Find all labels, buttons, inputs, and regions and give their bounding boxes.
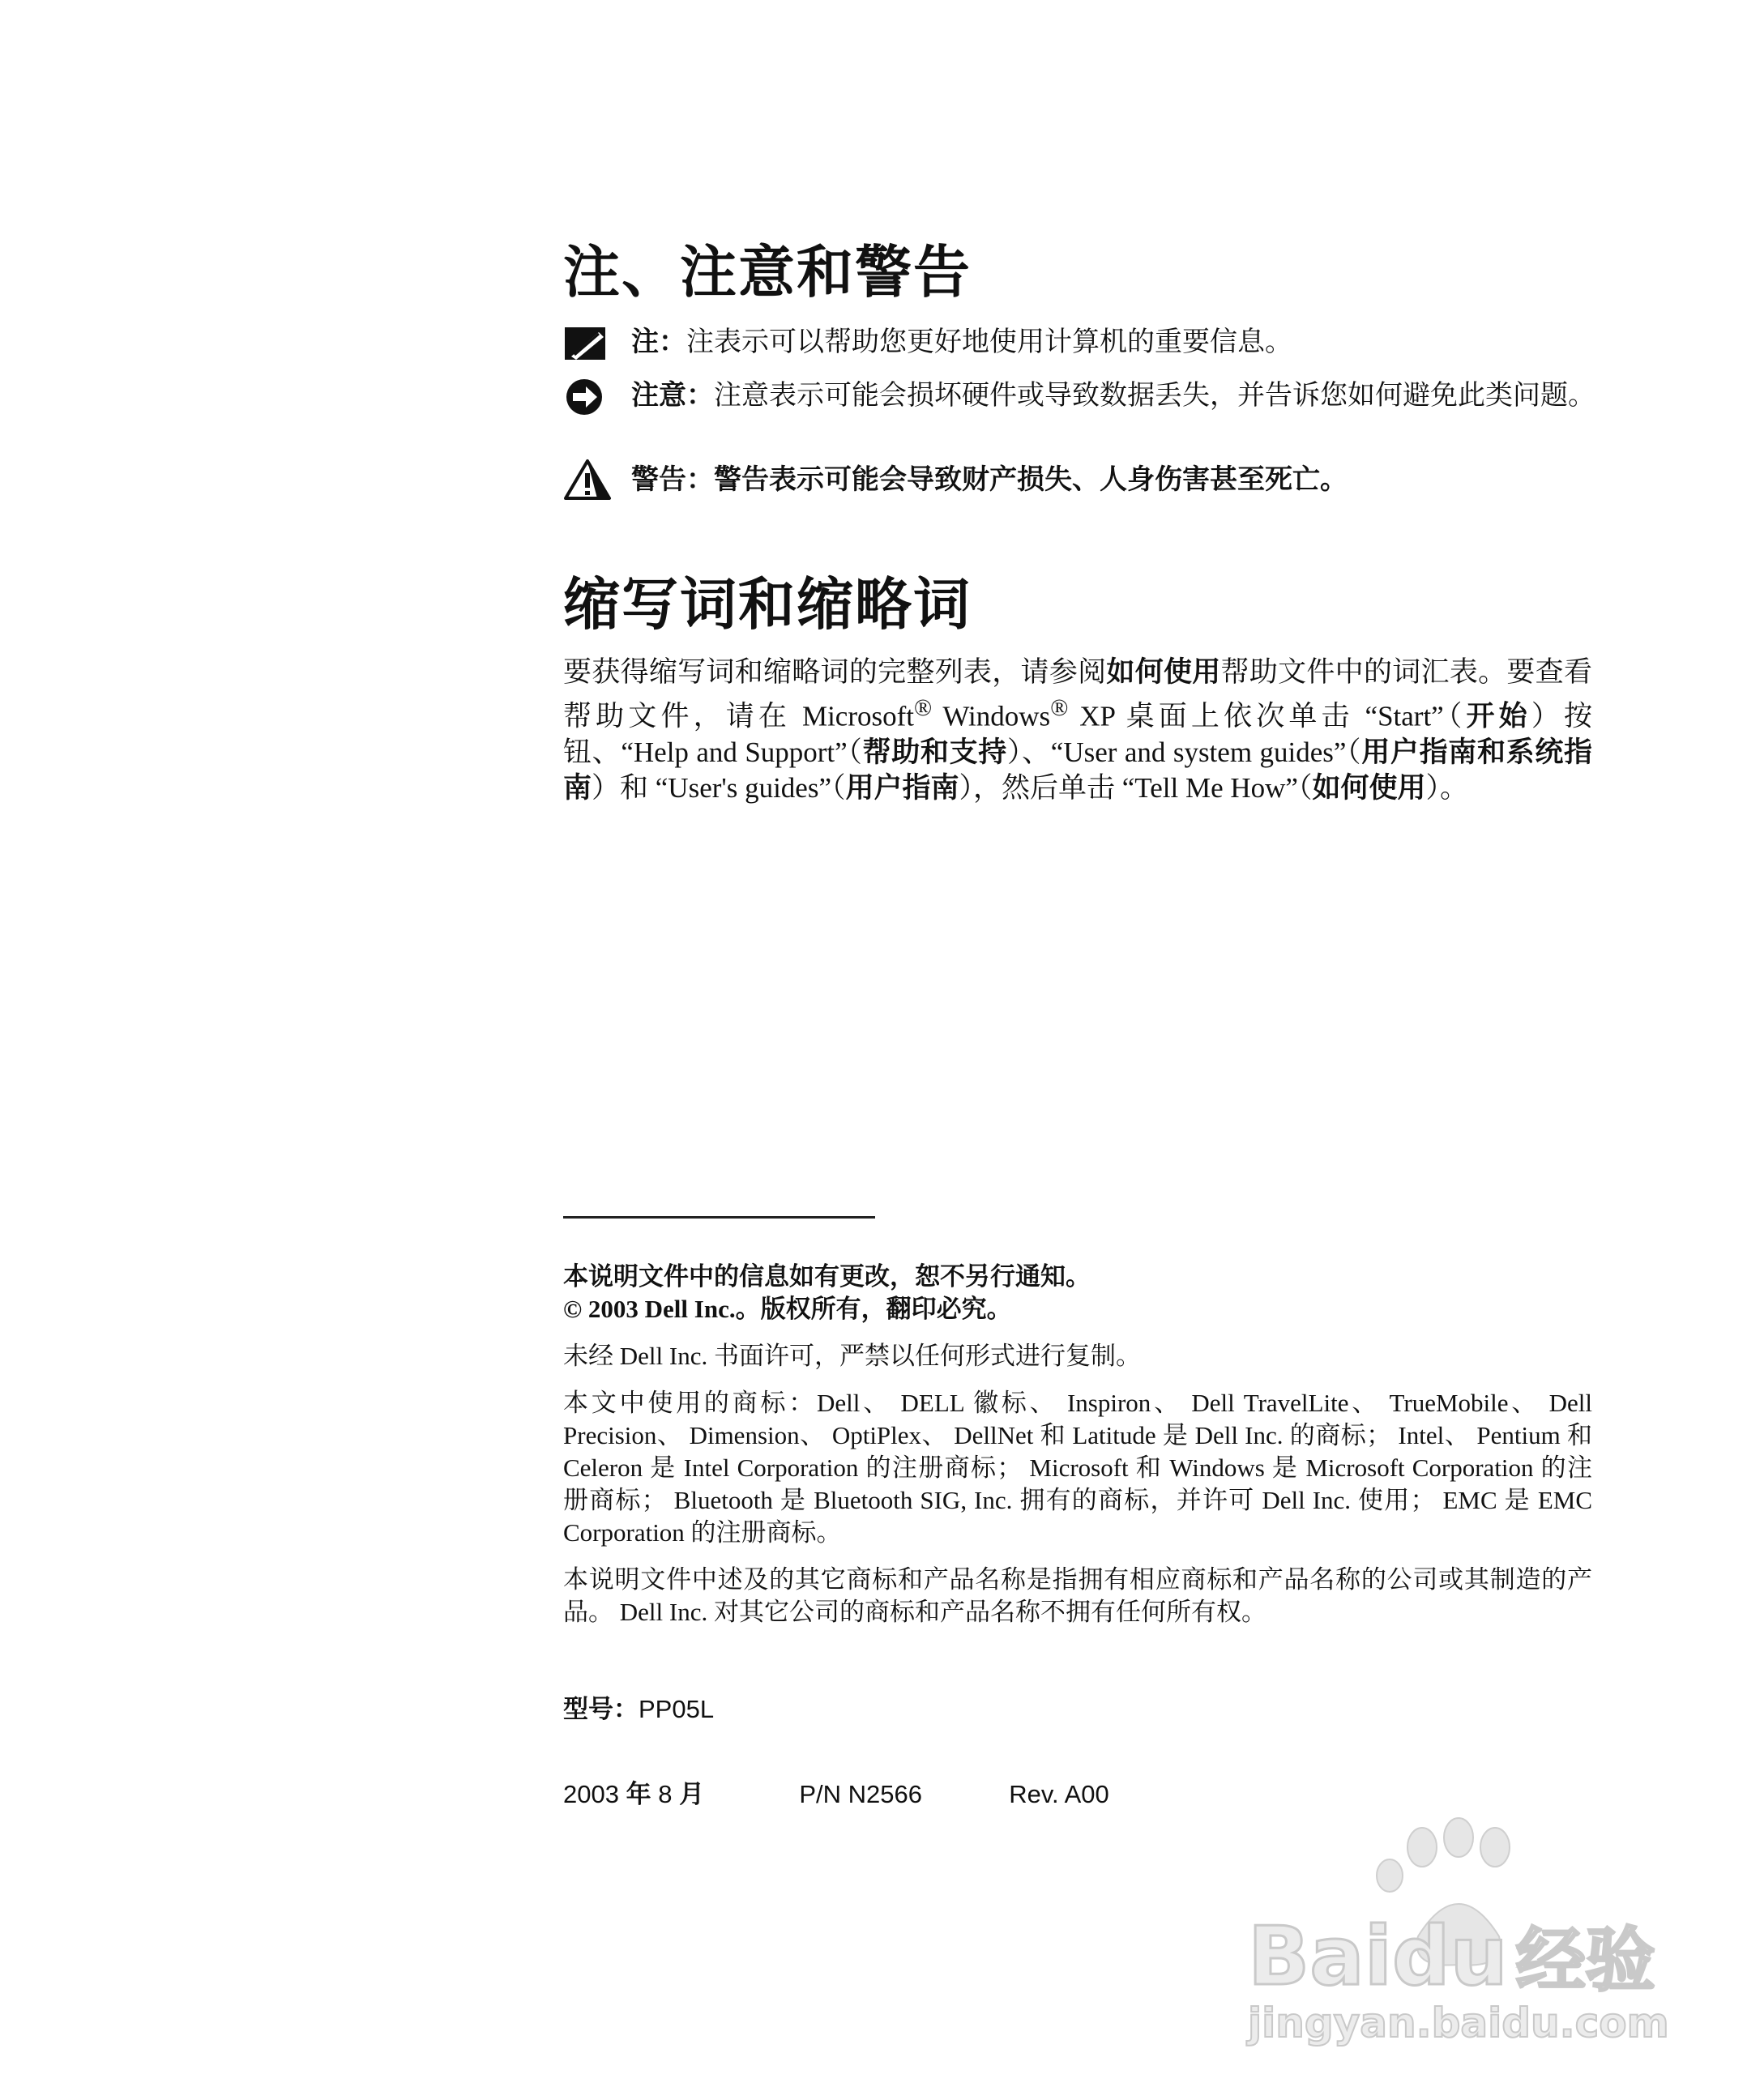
abbrev-text-5: ）按钮、“Help and Support”（ bbox=[563, 700, 1592, 768]
legal-trademarks: 本文中使用的商标：Dell、 DELL 徽标、 Inspiron、 Dell TravelLite、 TrueMobile、 Dell Precision、 Dimension、 OptiPlex、 DellNet 和 Latitude 是 Dell Inc. 的商标； Intel、 Pentium 和 Celeron 是 Intel Corporation 的注册商标； Microsoft 和 Windows 是 Microsoft Corporation 的注册商标； Bluetooth 是 Bluetooth SIG, Inc. 拥有的商标，并许可 Dell Inc. 使用； EMC 是 EMC Corporation 的注册商标。 bbox=[563, 1389, 1592, 1547]
note-body: 注表示可以帮助您更好地使用计算机的重要信息。 bbox=[686, 326, 1292, 358]
legal-copyright: © 2003 Dell Inc.。版权所有，翻印必究。 bbox=[563, 1295, 1012, 1323]
note-pencil-icon bbox=[563, 324, 612, 363]
abbrev-text-7: ）和 “User's guides”（ bbox=[592, 771, 846, 804]
model-value: PP05L bbox=[639, 1695, 715, 1723]
legal-block bbox=[563, 1261, 1592, 1628]
note-text bbox=[631, 321, 1608, 363]
watermark-brand bbox=[1248, 1904, 1655, 2004]
legal-reproduction: 未经 Dell Inc. 书面许可，严禁以任何形式进行复制。 bbox=[563, 1342, 1141, 1370]
abbrev-text-6: ）、“User and system guides”（ bbox=[1006, 736, 1362, 768]
warning-label: 警告： bbox=[631, 463, 714, 496]
footer-divider bbox=[563, 1216, 875, 1219]
abbrev-bold-howto: 如何使用 bbox=[1106, 656, 1221, 688]
abbrev-bold-sysguide: 用户指南和系统指南 bbox=[563, 736, 1592, 804]
notice-row bbox=[563, 374, 1608, 463]
abbrev-bold-howto-2: 如何使用 bbox=[1312, 771, 1426, 804]
doc-meta-line bbox=[563, 1773, 1592, 1810]
model-line bbox=[563, 1688, 1592, 1725]
abbrev-text-9: ）。 bbox=[1425, 771, 1468, 804]
section-notes-heading-wrap bbox=[563, 227, 1592, 309]
date-year: 2003 bbox=[563, 1780, 619, 1808]
abbrev-text-2: 帮助文件中的词汇表。要查看帮助文件，请在 Microsoft bbox=[563, 656, 1592, 732]
date-month-char: 月 bbox=[679, 1780, 705, 1808]
date-month: 8 bbox=[658, 1780, 673, 1808]
part-number: P/N N2566 bbox=[799, 1780, 922, 1808]
section-title-notes: 注、注意和警告 bbox=[563, 239, 972, 305]
revision: Rev. A00 bbox=[1009, 1780, 1109, 1808]
warning-triangle-icon bbox=[563, 459, 612, 501]
registered-mark-1: ® bbox=[914, 695, 933, 721]
notice-text bbox=[631, 374, 1608, 416]
watermark-url: jingyan.baidu.com bbox=[1248, 2000, 1669, 2047]
warning-row bbox=[563, 459, 1608, 504]
watermark-bai: Bai bbox=[1248, 1909, 1392, 2004]
section-title-abbreviations: 缩写词和缩略词 bbox=[563, 571, 972, 638]
note-label: 注： bbox=[631, 326, 686, 358]
note-row bbox=[563, 321, 1608, 366]
watermark-jingyan: 经验 bbox=[1515, 1920, 1655, 2001]
legal-other-marks: 本说明文件中述及的其它商标和产品名称是指拥有相应商标和产品名称的公司或其制造的产品。 Dell Inc. 对其它公司的商标和产品名称不拥有任何所有权。 bbox=[563, 1565, 1592, 1626]
warning-body: 警告表示可能会导致财产损失、人身伤害甚至死亡。 bbox=[714, 463, 1348, 496]
watermark-du: du bbox=[1391, 1909, 1508, 2004]
abbrev-bold-userguide: 用户指南 bbox=[845, 771, 959, 804]
abbrev-bold-help: 帮助和支持 bbox=[862, 736, 1007, 768]
abbrev-text-3: Windows bbox=[932, 700, 1051, 732]
warning-text bbox=[631, 459, 1608, 501]
abbrev-text-8: ），然后单击 “Tell Me How”（ bbox=[959, 771, 1313, 804]
abbrev-text-1: 要获得缩写词和缩略词的完整列表，请参阅 bbox=[563, 656, 1107, 688]
notice-label: 注意： bbox=[631, 379, 714, 412]
notice-arrow-icon bbox=[563, 378, 612, 416]
baidu-jingyan-watermark bbox=[1224, 1815, 1677, 2050]
section-abbrev-heading-wrap bbox=[563, 559, 1592, 641]
legal-change-notice: 本说明文件中的信息如有更改，恕不另行通知。 bbox=[563, 1262, 1091, 1291]
abbrev-bold-start: 开始 bbox=[1466, 700, 1531, 732]
date-year-char: 年 bbox=[626, 1780, 651, 1808]
abbrev-paragraph bbox=[563, 655, 1592, 806]
notice-body: 注意表示可能会损坏硬件或导致数据丢失，并告诉您如何避免此类问题。 bbox=[714, 379, 1595, 412]
abbrev-text-4: XP 桌面上依次单击 “Start”（ bbox=[1068, 700, 1467, 732]
registered-mark-2: ® bbox=[1050, 695, 1069, 721]
model-label: 型号： bbox=[563, 1695, 639, 1723]
